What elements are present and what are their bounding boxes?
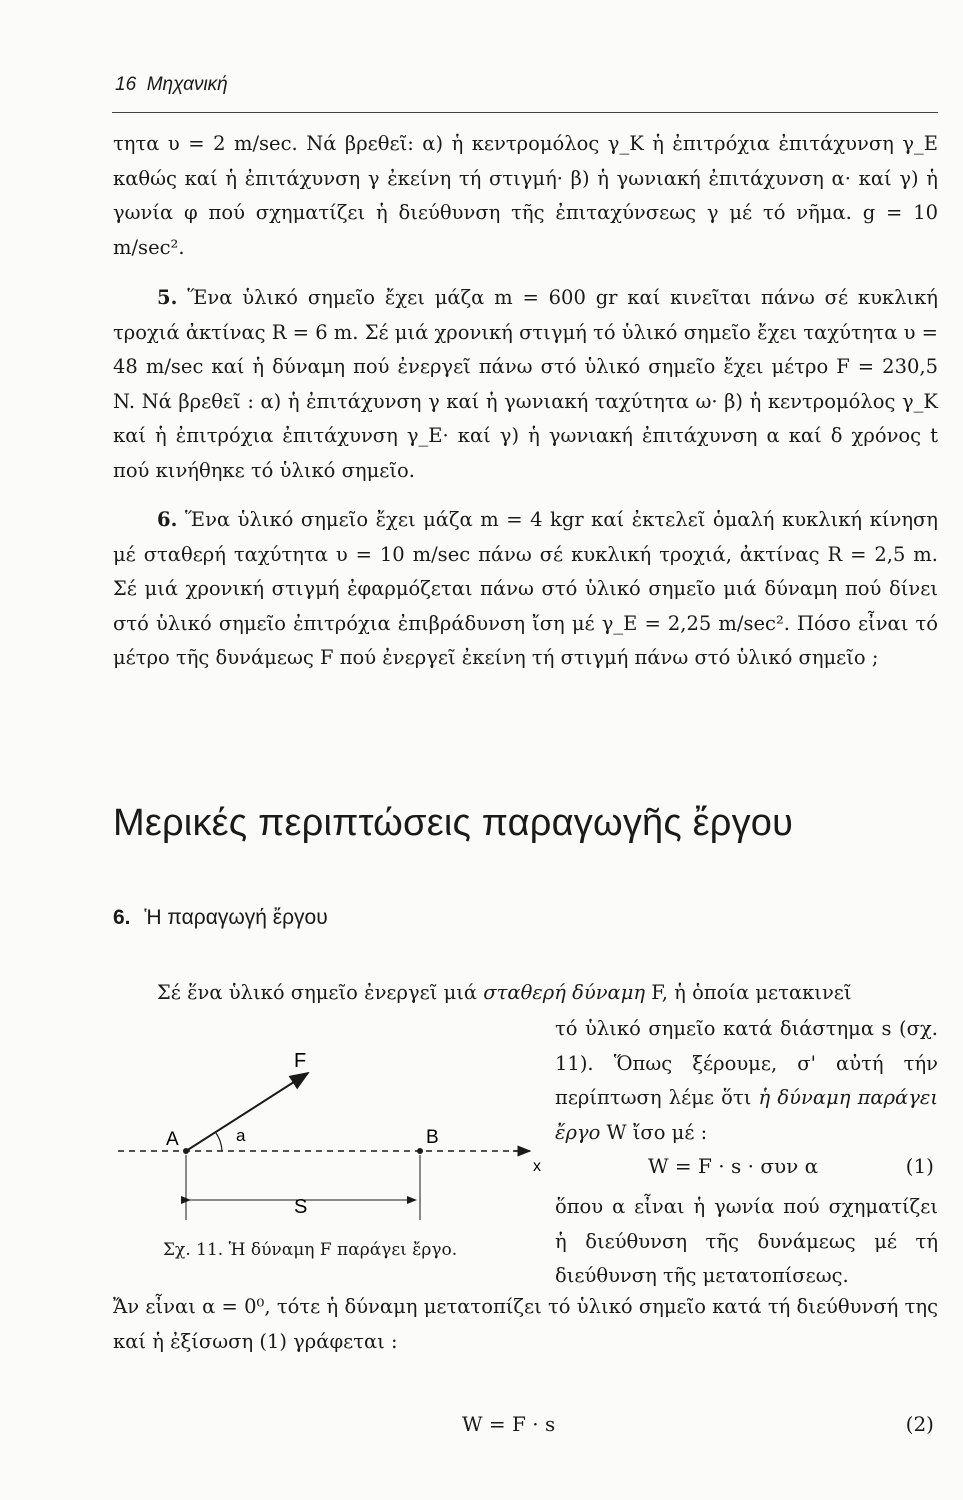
page-number: 16 bbox=[115, 74, 137, 95]
right-text-1: τό ὑλικό σημεῖο κατά διάστημα s (σχ. 11). Ὅπως ξέρουμε, σ' αὐτή τήν περίπτωση λέμε ὅτι bbox=[555, 1017, 938, 1109]
force-vector bbox=[186, 1073, 308, 1151]
right-text-3: ὅπου α εἶναι ἡ γωνία πού σχηματίζει ἡ διεύθυνση τῆς δυνάμεως μέ τή διεύθυνση τῆς μετατοπίσεως. bbox=[555, 1195, 938, 1287]
right-text-2: W ἴσο μέ : bbox=[606, 1120, 708, 1144]
body-right-column-2 bbox=[555, 1190, 938, 1294]
header-rule bbox=[112, 112, 938, 113]
problem-6-number: 6. bbox=[157, 508, 178, 531]
label-angle: a bbox=[236, 1126, 246, 1145]
problem-5-text: Ἕνα ὑλικό σημεῖο ἔχει μάζα m = 600 gr καί κινεῖται πάνω σέ κυκλική τροχιά ἀκτίνας R = 6 m. Σέ μιά χρονική στιγμή τό ὑλικό σημεῖο ἔχει ταχύτητα υ = 48 m/sec καί ἡ δύναμη πού ἐνεργεῖ πάνω στό ὑλικό σημεῖο ἔχει μέτρο F = 230,5 N. Νά βρεθεῖ : α) ἡ ἐπιτάχυνση γ καί ἡ γωνιακή ταχύτητα ω· β) ἡ κεντρομόλος γ_K καί ἡ ἐπιτρόχια ἐπιτάχυνση γ_E· καί γ) ἡ γωνιακή ἐπιτάχυνση α καί δ χρόνος t πού κινήθηκε τό ὑλικό σημεῖο. bbox=[113, 286, 938, 482]
body-right-column bbox=[555, 1012, 938, 1150]
subsection-number: 6. bbox=[113, 906, 131, 929]
lead-tail: F, ἡ ὁποία μετακινεῖ bbox=[651, 981, 852, 1004]
running-title: Μηχανική bbox=[146, 74, 228, 95]
figure-caption: Σχ. 11. Ἡ δύναμη F παράγει ἔργο. bbox=[163, 1240, 458, 1260]
figure-11 bbox=[118, 1045, 548, 1235]
equation-2: W = F · s bbox=[462, 1412, 556, 1436]
label-b: B bbox=[426, 1127, 439, 1148]
equation-1: W = F · s · συν α bbox=[648, 1154, 819, 1178]
equation-2-number: (2) bbox=[905, 1412, 934, 1436]
label-a: A bbox=[166, 1129, 179, 1150]
problem-6 bbox=[113, 503, 938, 676]
intro-text: τητα υ = 2 m/sec. Νά βρεθεῖ: α) ἡ κεντρομόλος γ_K ἡ ἐπιτρόχια ἐπιτάχυνση γ_E καθώς καί ἡ ἐπιτάχυνση γ ἐκείνη τή στιγμή· β) ἡ γωνιακή ἐπιτάχυνση α· καί γ) ἡ γωνία φ πού σχηματίζει ἡ διεύθυνση τῆς ἐπιταχύνσεως γ μέ τό νῆμα. g = 10 m/sec². bbox=[113, 132, 938, 259]
section-title: Μερικές περιπτώσεις παραγωγῆς ἔργου bbox=[113, 802, 794, 844]
point-a bbox=[183, 1148, 189, 1154]
closing-paragraph bbox=[113, 1290, 938, 1359]
label-x: x bbox=[533, 1158, 541, 1175]
subsection-title: Ἡ παραγωγή ἔργου bbox=[144, 906, 328, 929]
angle-arc bbox=[216, 1133, 222, 1151]
point-b bbox=[417, 1148, 423, 1154]
label-s: S bbox=[294, 1196, 308, 1218]
body-lead bbox=[113, 976, 938, 1011]
equation-1-number: (1) bbox=[905, 1154, 934, 1178]
lead-emphasis: σταθερή δύναμη bbox=[483, 981, 646, 1004]
problem-5-number: 5. bbox=[157, 286, 178, 309]
running-header bbox=[115, 74, 228, 96]
problem-6-text: Ἕνα ὑλικό σημεῖο ἔχει μάζα m = 4 kgr καί ἐκτελεῖ ὁμαλή κυκλική κίνηση μέ σταθερή ταχύτητα υ = 10 m/sec πάνω σέ κυκλική τροχιά, ἀκτίνας R = 2,5 m. Σέ μιά χρονική στιγμή ἐφαρμόζεται πάνω στό ὑλικό σημεῖο μιά δύναμη πού δίνει στό ὑλικό σημεῖο ἐπιτρόχια ἐπιβράδυνση ἴση μέ γ_E = 2,25 m/sec². Πόσο εἶναι τό μέτρο τῆς δυνάμεως F πού ἐνεργεῖ ἐκείνη τή στιγμή πάνω στό ὑλικό σημεῖο ; bbox=[113, 508, 938, 669]
lead-text: Σέ ἕνα ὑλικό σημεῖο ἐνεργεῖ μιά bbox=[157, 981, 478, 1004]
closing-text: Ἄν εἶναι α = 0⁰, τότε ἡ δύναμη μετατοπίζει τό ὑλικό σημεῖο κατά τή διεύθυνσή της καί ἡ ἐξίσωση (1) γράφεται : bbox=[113, 1295, 938, 1353]
problem-5 bbox=[113, 281, 938, 488]
intro-paragraph bbox=[113, 127, 938, 265]
subsection-heading bbox=[113, 906, 328, 930]
right-emphasis: ἡ δύναμη παράγει ἔργο bbox=[555, 1086, 938, 1144]
label-force: F bbox=[294, 1050, 307, 1072]
